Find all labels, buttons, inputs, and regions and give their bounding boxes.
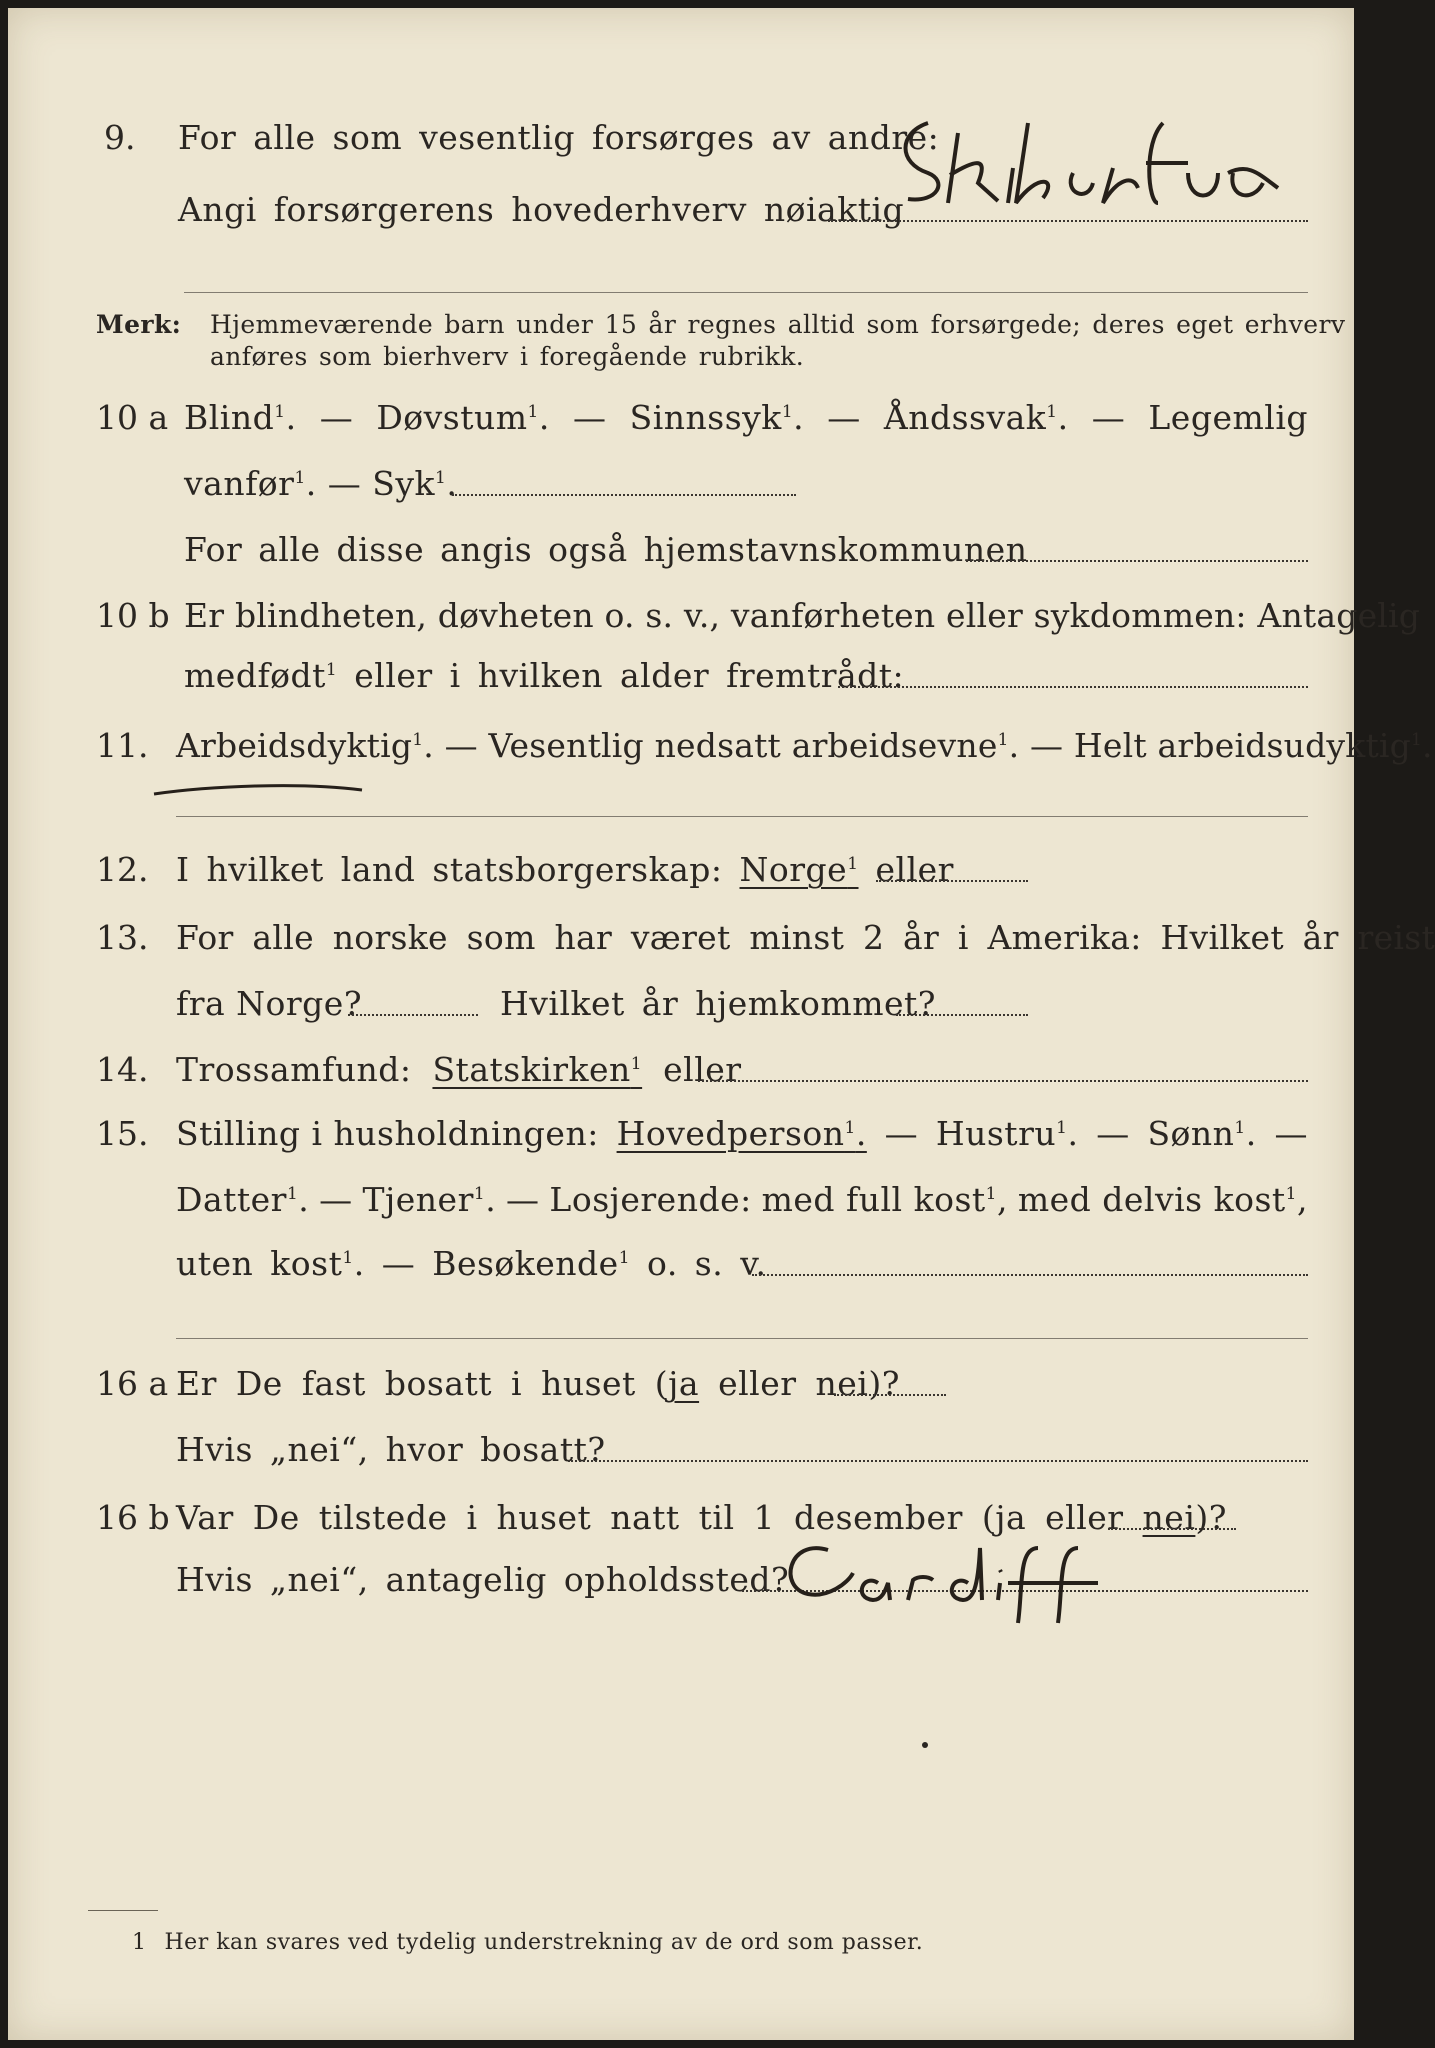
q12-opt-norge[interactable]: Norge$^1$ bbox=[739, 850, 859, 889]
q15-line3: uten kost$^1$. — Besøkende$^1$ o. s. v. bbox=[176, 1244, 767, 1283]
q9-line1: For alle som vesentlig forsørges av andre: bbox=[178, 118, 940, 157]
q12-answer-line[interactable] bbox=[876, 880, 1028, 882]
q10b-opt-medfodt[interactable]: medfødt$^1$ bbox=[184, 656, 338, 695]
q14-line: Trossamfund: Statskirken$^1$ eller bbox=[176, 1050, 742, 1089]
q13-line1: For alle norske som har været minst 2 år i Amerika: Hvilket år reist bbox=[176, 918, 1435, 957]
q16a-number: 16 a bbox=[96, 1364, 169, 1403]
q11-opt-udyktig[interactable]: Helt arbeidsudyktig$^1$. bbox=[1073, 726, 1433, 765]
q10a-opt-blind[interactable]: Blind$^1$. bbox=[184, 398, 297, 437]
q9-answer-line[interactable] bbox=[828, 220, 1308, 222]
q10a-line2 bbox=[184, 464, 457, 503]
q12-line: I hvilket land statsborgerskap: Norge$^1$ eller bbox=[176, 850, 954, 889]
q14-opt-statskirken[interactable]: Statskirken$^1$ bbox=[432, 1050, 643, 1089]
q16a-answer-line[interactable] bbox=[834, 1394, 946, 1396]
q16b-number: 16 b bbox=[96, 1498, 170, 1537]
q15-opt-sonn[interactable]: Sønn$^1$. bbox=[1147, 1114, 1257, 1153]
q10a-syk-line[interactable] bbox=[452, 494, 796, 496]
q16b-handwritten-answer-text: Cardiff bbox=[946, 1626, 950, 1627]
ink-dot bbox=[922, 1742, 928, 1748]
q13-hjemkommet-line[interactable] bbox=[896, 1014, 1028, 1016]
q11-opt-arbeidsdyktig[interactable]: Arbeidsdyktig$^1$. bbox=[176, 726, 434, 765]
q15-number: 15. bbox=[96, 1114, 149, 1153]
q13-number: 13. bbox=[96, 918, 149, 957]
q16b-opt-nei[interactable]: nei bbox=[1142, 1498, 1196, 1537]
q10a-opt-andssvak[interactable]: Åndssvak$^1$. bbox=[883, 398, 1069, 437]
q15-opt-datter[interactable]: Datter$^1$. bbox=[176, 1180, 310, 1219]
q10a-opt-sinnssyk[interactable]: Sinnssyk$^1$. bbox=[629, 398, 805, 437]
dash: — bbox=[1091, 398, 1126, 437]
q16a-line2: Hvis „nei“, hvor bosatt? bbox=[176, 1430, 606, 1469]
footnote-mark: 1 bbox=[132, 1930, 147, 1955]
q15-opt-tjener[interactable]: Tjener$^1$. bbox=[362, 1180, 497, 1219]
q10a-opt-legemlig[interactable]: Legemlig bbox=[1148, 398, 1308, 437]
q12-number: 12. bbox=[96, 850, 149, 889]
footnote-text: Her kan svares ved tydelig understrekning av de ord som passer. bbox=[164, 1930, 924, 1955]
merk-label: Merk: bbox=[96, 310, 182, 339]
dash: — bbox=[319, 398, 354, 437]
q14-answer-line[interactable] bbox=[698, 1080, 1308, 1082]
q10a-hjemstavn-line[interactable] bbox=[966, 560, 1308, 562]
footnote bbox=[132, 1930, 923, 1955]
q11-number: 11. bbox=[96, 726, 149, 765]
q9-number: 9. bbox=[104, 118, 136, 157]
q16b-line1: Var De tilstede i huset natt til 1 desember (ja eller nei)? bbox=[176, 1498, 1227, 1537]
q15-answer-line[interactable] bbox=[752, 1274, 1308, 1276]
q11-extra-line[interactable] bbox=[176, 816, 1308, 817]
q16b-handwritten-answer bbox=[768, 1528, 1128, 1628]
q11-line: Arbeidsdyktig$^1$. — Vesentlig nedsatt arbeidsevne$^1$. — Helt arbeidsudyktig$^1$. bbox=[176, 726, 1433, 765]
q9-handwritten-answer bbox=[888, 103, 1288, 213]
q13-reist-line[interactable] bbox=[348, 1014, 478, 1016]
q10a-line1 bbox=[184, 398, 1308, 437]
q11-handwritten-underline bbox=[150, 780, 370, 800]
q10b-line1: Er blindheten, døvheten o. s. v., vanførheten eller sykdommen: Antagelig bbox=[184, 596, 1421, 635]
q15-line1: Stilling i husholdningen: Hovedperson$^1$. — Hustru$^1$. — Sønn$^1$. — bbox=[176, 1114, 1308, 1153]
q15-line2: Datter$^1$. — Tjener$^1$. — Losjerende: med full kost$^1$, med delvis kost$^1$, bbox=[176, 1180, 1308, 1219]
q15-extra-line[interactable] bbox=[176, 1338, 1308, 1339]
merk-line1: Hjemmeværende barn under 15 år regnes alltid som forsørgede; deres eget erhverv bbox=[210, 310, 1346, 339]
q9-line2: Angi forsørgerens hovederhverv nøiaktig bbox=[178, 190, 905, 229]
q16b-line2: Hvis „nei“, antagelig opholdssted? bbox=[176, 1560, 790, 1599]
dash: — bbox=[827, 398, 861, 437]
q9-extra-line[interactable] bbox=[184, 292, 1308, 293]
q15-opt-delvis[interactable]: med delvis kost$^1$, bbox=[1017, 1180, 1308, 1219]
q13-line2a: fra Norge? bbox=[176, 984, 363, 1023]
q10a-opt-dovstum[interactable]: Døvstum$^1$. bbox=[376, 398, 550, 437]
merk-line2: anføres som bierhverv i foregående rubrikk. bbox=[210, 342, 805, 371]
q10b-number: 10 b bbox=[96, 596, 170, 635]
q10a-opt-vanfor[interactable]: vanfør$^1$. bbox=[184, 464, 317, 503]
q10a-number: 10 a bbox=[96, 398, 169, 437]
q16a-opt-ja[interactable]: ja bbox=[668, 1364, 700, 1403]
q15-opt-hustru[interactable]: Hustru$^1$. bbox=[935, 1114, 1079, 1153]
q16a-bosatt-line[interactable] bbox=[568, 1460, 1308, 1462]
q15-opt-full[interactable]: med full kost$^1$, bbox=[761, 1180, 1008, 1219]
census-form-page bbox=[8, 8, 1435, 2040]
q10a-opt-syk[interactable]: Syk$^1$. bbox=[372, 464, 458, 503]
q11-opt-nedsatt[interactable]: Vesentlig nedsatt arbeidsevne$^1$. bbox=[488, 726, 1020, 765]
q9-handwritten-answer-text: Skibsfører bbox=[1085, 211, 1091, 212]
q10b-answer-line[interactable] bbox=[838, 686, 1308, 688]
q15-opt-besokende[interactable]: Besøkende$^1$ bbox=[432, 1244, 631, 1283]
q10a-line3: For alle disse angis også hjemstavnskommunen bbox=[184, 530, 1028, 569]
q15-opt-hovedperson[interactable]: Hovedperson$^1$. bbox=[616, 1114, 867, 1153]
q16a-line1: Er De fast bosatt i huset (ja eller nei)? bbox=[176, 1364, 900, 1403]
dash: — bbox=[573, 398, 607, 437]
q14-number: 14. bbox=[96, 1050, 149, 1089]
q15-opt-uten[interactable]: uten kost$^1$. bbox=[176, 1244, 365, 1283]
q13-line2b: Hvilket år hjemkommet? bbox=[500, 984, 936, 1023]
dash: — bbox=[327, 464, 362, 503]
q10b-line2: medfødt$^1$ eller i hvilken alder fremtrådt: bbox=[184, 656, 905, 695]
footnote-rule bbox=[88, 1910, 158, 1911]
